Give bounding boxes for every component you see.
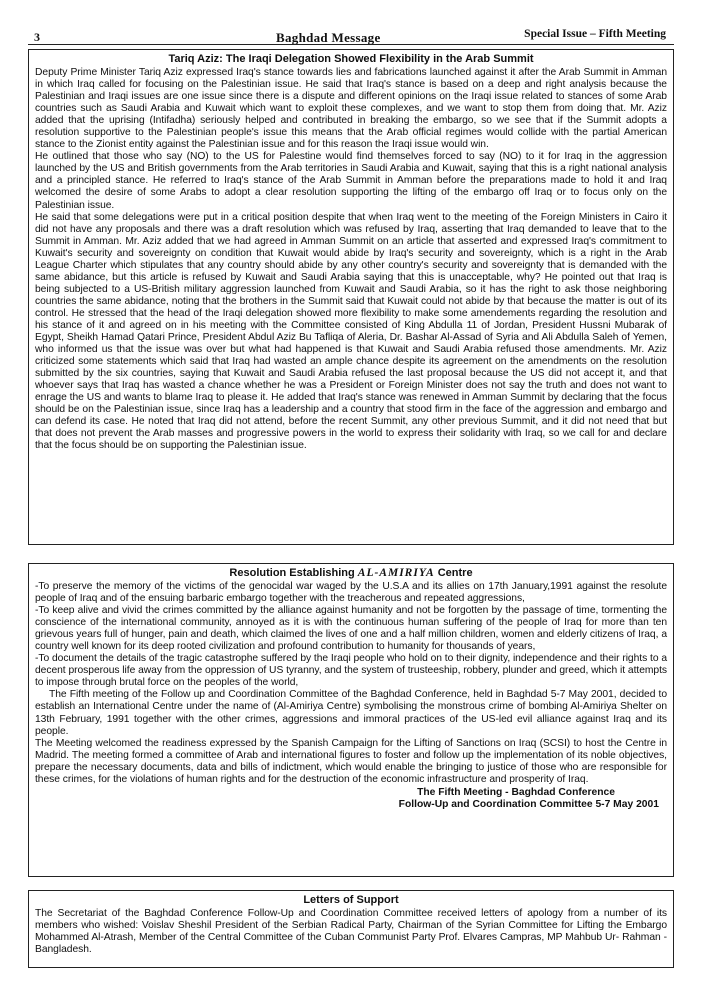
article-amiriya-resolution [28, 563, 674, 877]
signoff-line: Follow-Up and Coordination Committee 5-7 May 2001 [398, 799, 659, 811]
article-paragraph: The Meeting welcomed the readiness expressed by the Spanish Campaign for the Lifting of Sanctions on Iraq (SCSI) to host the Centre in Madrid. The meeting formed a committee of Arab and international figures to foster and follow up the implementation of its noble objectives, prepare the necessary documents, data and bills of indictment, which would enable the bringing to justice of those who are responsible for these crimes, for the violations of human rights and for the destruction of the economic infrastructure and prosperity of Iraq. [35, 737, 667, 785]
publication-name: Baghdad Message [276, 30, 381, 45]
signoff [35, 787, 667, 812]
page-header [28, 24, 674, 44]
article-title: Tariq Aziz: The Iraqi Delegation Showed Flexibility in the Arab Summit [168, 53, 534, 65]
article-title [35, 567, 667, 580]
article-title: Letters of Support [303, 894, 399, 906]
article-paragraph: He said that some delegations were put in a critical position despite that when Iraq went to the meeting of the Foreign Ministers in Cairo it did not have any proposals and there was a draft resolution which was refused by Iraq, asserting that Iraq demanded to leave that to the Summit in Amman. Mr. Aziz added that we had agreed in Amman Summit on an article that asserted and expressed Iraq's commitment to Kuwait's security and sovereignty on condition that Kuwait would abide by Iraq's security and sovereignty, which is a right in the Arab League Charter which stipulates that any country should abide by any other country's security and sovereignty that is demanded with the same abidance, but this article is refused by Kuwait and Saudi Arabia saying that this is unacceptable, why? He pointed out that Iraq is being subjected to a US-British military aggression launched from Kuwait and Saudi Arabia, so it has the right to ask those neighboring countries the same abidance, noting that the brothers in the Summit said that Kuwait could not abide by that because the matter is out of its control. He stressed that the head of the Iraqi delegation showed more flexibility to make some amendements regarding the resolution and his stance of it and agreed on in his meeting with the Committee consisted of King Abdulla 11 of Jordan, President Hussni Mubarak of Egypt, Sheikh Hamad Qatari Prince, President Abdul Aziz Bu Tafliqa of Aleria, Dr. Bashar Al-Assad of Syria and Ali Abdulla Saleh of Yemen, who informed us that the issue was over but what had happened is that Kuwait and Saudi Arabia refused those amendments. Mr. Aziz criticized some statements which said that Iraq had wasted an ample chance despite its agreement on the amendments on the resolution submitted by the six countries, saying that Kuwait and Saudi Arabia refused the last proposal because the US did not accept it, and that whoever says that Iraq has wasted a chance whether he was a President or Foreign Minister does not say the truth and does not want to enrage the US and wants to blame Iraq to please it. He added that Iraq's stance was renewed in Amman Summit by declaring that the focus should be on the Palestinian issue, since Iraq has a leadership and a country that stood firm in the face of the aggression and embargo and can defend its case. He noted that Iraq did not attend, before the recent Summit, any other previous Summit, and it did not need that but that does not prevent the Arab masses and progressive powers in the world to express their solidarity with Iraq, so we call for and declare that the focus should be on supporting the Palestinian issue. [35, 211, 667, 452]
title-centre-name: AL-AMIRIYA [357, 567, 435, 579]
article-paragraph: The Secretariat of the Baghdad Conference Follow-Up and Coordination Committee received letters of apology from a number of its members who wished: Voislav Sheshil President of the Serbian Radical Party, Chairman of the Syrian Committee for Lifting the Embargo Mohammed Al-Atrash, Member of the Central Committee of the Cuban Communist Party Prof. Elvares Campras, MP Mahbub Ur- Rahman - Bangladesh. [35, 908, 667, 956]
article-paragraph: The Fifth meeting of the Follow up and Coordination Committee of the Baghdad Conference, held in Baghdad 5-7 May 2001, decided to establish an International Centre under the name of (Al-Amiriya Centre) symbolising the monstrous crime of bombing Al-Amiriya Shelter on 13th February, 1991 together with the other crimes, aggressions and immoral practices of the US-led evil alliance against Iraq and its people. [35, 689, 667, 737]
title-prefix: Resolution Establishing [229, 567, 355, 579]
article-paragraph: -To preserve the memory of the victims of the genocidal war waged by the U.S.A and its allies on 17th January,1991 against the resolute people of Iraq and of the ensuing barbaric embargo together with the treacherous and repeated aggressions, [35, 581, 667, 605]
article-paragraph: Deputy Prime Minister Tariq Aziz expressed Iraq's stance towards lies and fabrications launched against it after the Arab Summit in Amman in which Iraq called for focusing on the Palestinian issue. He said that Iraq's stance is based on a deep and right analysis because the Palestinian and Iraqi issues are one issue since there is a dispute and different opinions on the Iraqi issue related to stances of some Arab countries such as Saudi Arabia and Kuwait which want to exploit these complexes, and we want to stop them from doing that. Mr. Aziz added that the uprising (Intifadha) seriously helped and contributed in breaking the embargo, so we see that if the Summit adopts a resolution supportive to the Palestinian people's issue this means that the Arab official regimes would collide with the partial American stance to the Zionist entity against the Palestinian issue and for this reason the Iraqi issue would win. [35, 67, 667, 151]
article-letters-of-support [28, 890, 674, 968]
header-rule [28, 44, 674, 45]
article-paragraph: -To keep alive and vivid the crimes committed by the alliance against humanity and not be forgotten by the passage of time, tormenting the conscience of the international community, annoyed as it is with the continuous human suffering of the people of Iraq for more than ten grievous years full of hunger, pain and death, which claimed the lives of one and a half million children, women and elderly citizens of Iraq, a country well known for its deep rooted civilization and profound contribution to humanity for thousands of years, [35, 605, 667, 653]
article-paragraph: He outlined that those who say (NO) to the US for Palestine would find themselves forced to say (NO) to it for Iraq in the aggression launched by the US and British governments from the Arab territories in Saudi Arabia and Kuwait, saying that this is a right national analysis and a principled stance. He referred to Iraq's stance of the Arab Summit in Amman before the preparations made to hold it and Iraq welcomed the desire of some Arabs to adopt a clear resolution supporting the lifting of the embargo off Iraq or to focus only on the Palestinian issue. [35, 151, 667, 211]
signoff-line: The Fifth Meeting - Baghdad Conference [417, 786, 615, 798]
article-tariq-aziz [28, 49, 674, 545]
article-paragraph: -To document the details of the tragic catastrophe suffered by the Iraqi people who hold on to their dignity, independence and their rights to a decent prosperous life away from the oppression of US tyranny, and the system of trusteeship, robbery, plunder and greed, which it attempts to impose through brutal force on the peoples of the world, [35, 653, 667, 689]
title-suffix: Centre [437, 567, 473, 579]
page-number: 3 [34, 30, 40, 44]
issue-label: Special Issue – Fifth Meeting [524, 28, 666, 40]
